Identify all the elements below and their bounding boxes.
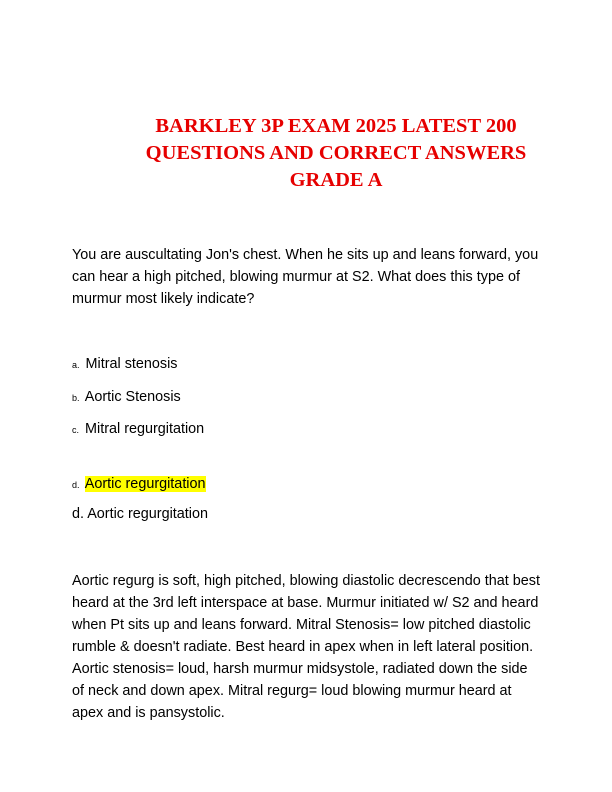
option-c-text: Mitral regurgitation <box>85 421 205 437</box>
option-c-letter: c. <box>72 425 80 435</box>
document-title <box>100 113 572 194</box>
correct-answer: d. Aortic regurgitation <box>72 506 208 522</box>
option-d-letter: d. <box>72 480 80 490</box>
option-a-text: Mitral stenosis <box>85 356 178 372</box>
option-b-letter: b. <box>72 393 80 403</box>
option-d <box>72 474 206 495</box>
option-c <box>72 419 204 440</box>
option-b <box>72 387 181 408</box>
option-d-text-highlighted: Aortic regurgitation <box>84 476 206 492</box>
rationale-text: Aortic regurg is soft, high pitched, blowing diastolic decrescendo that best heard at the 3rd left interspace at base. Murmur initiated w/ S2 and heard when Pt sits up and leans forward. Mitral Stenosis= low pitched diastolic rumble & doesn't radiate. Best heard in apex when in left lateral position. Aortic stenosis= loud, harsh murmur midsystole, radiated down the side of neck and down apex. Mitral regurg= loud blowing murmur heard at apex and is pansystolic. <box>72 573 540 721</box>
option-b-text: Aortic Stenosis <box>84 389 181 405</box>
question-text: You are auscultating Jon's chest. When he sits up and leans forward, you can hear a high pitched, blowing murmur at S2. What does this type of murmur most likely indicate? <box>72 247 539 307</box>
title-line-3: GRADE A <box>289 169 383 191</box>
title-line-1: BARKLEY 3P EXAM 2025 LATEST 200 <box>155 115 517 137</box>
option-a <box>72 354 177 375</box>
title-line-2: QUESTIONS AND CORRECT ANSWERS <box>145 142 527 164</box>
option-a-letter: a. <box>72 360 80 370</box>
